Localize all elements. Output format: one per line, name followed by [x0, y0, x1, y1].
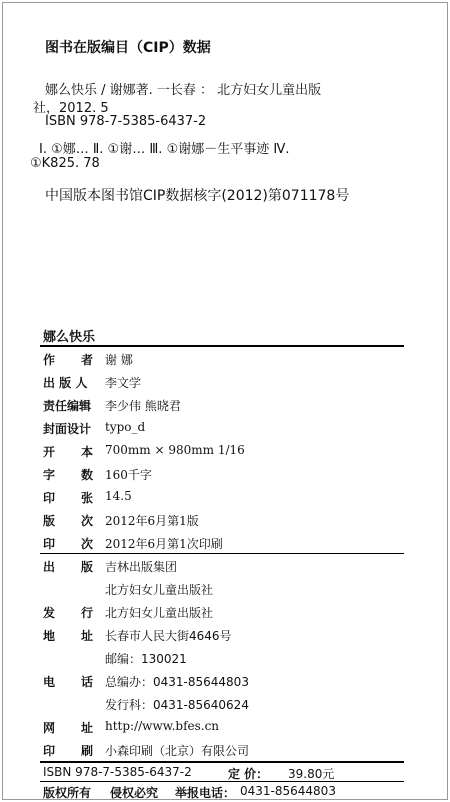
book-title: 娜么快乐: [43, 330, 96, 345]
cip-isbn: ISBN 978-7-5385-6437-2: [45, 114, 207, 129]
postcode-value: 邮编：130021: [105, 652, 187, 666]
rights-reserved: 版权所有: [43, 786, 92, 800]
cip-classification-line-2: ①K825. 78: [30, 156, 100, 171]
cip-title: 图书在版编目（CIP）数据: [45, 40, 211, 56]
section-rule: [40, 553, 404, 554]
credit-value-cover-design: typo_d: [105, 420, 146, 434]
credit-value-edition: 2012年6月第1版: [105, 514, 199, 528]
credit-value-printing: 2012年6月第1次印刷: [105, 537, 223, 551]
title-rule: [40, 345, 404, 347]
footer-isbn: ISBN 978-7-5385-6437-2: [43, 765, 192, 779]
cip-entry-line-2: 社，2012. 5: [33, 101, 109, 116]
credit-label-editors: 责任编辑: [43, 399, 92, 413]
hotline-label: 举报电话：: [175, 786, 236, 800]
price-value: 39.80元: [288, 767, 335, 781]
credit-value-editors: 李少伟 熊晓君: [105, 399, 181, 413]
credit-value-format: 700mm × 980mm 1/16: [105, 443, 245, 457]
distribution-value: 北方妇女儿童出版社: [105, 606, 214, 620]
credit-value-sheets: 14.5: [105, 489, 132, 503]
website-value: http://www.bfes.cn: [105, 719, 220, 733]
credit-value-word-count: 160千字: [105, 468, 152, 482]
publisher-house: 北方妇女儿童出版社: [105, 583, 214, 597]
footer-rule-top: [40, 761, 404, 763]
publisher-group: 吉林出版集团: [105, 560, 178, 574]
credit-value-author: 谢 娜: [105, 353, 133, 367]
piracy-notice: 侵权必究: [110, 786, 159, 800]
phone-distribution: 发行科：0431-85640624: [105, 698, 249, 712]
cip-data-number: 中国版本图书馆CIP数据核字(2012)第071178号: [45, 188, 350, 204]
phone-editorial: 总编办：0431-85644803: [105, 675, 249, 689]
cip-entry-line-1: 娜么快乐 / 谢娜著. 一长春 ： 北方妇女儿童出版: [45, 83, 322, 98]
credit-label-cover-design: 封面设计: [43, 422, 92, 436]
price-label: 定 价：: [228, 767, 269, 781]
address-value: 长春市人民大街4646号: [105, 629, 232, 643]
printer-value: 小森印刷（北京）有限公司: [105, 744, 250, 758]
credit-value-publisher-person: 李文学: [105, 376, 142, 390]
hotline-value: 0431-85644803: [240, 784, 336, 798]
footer-rule-bottom: [40, 781, 404, 782]
cip-classification-line-1: Ⅰ. ①娜… Ⅱ. ①谢… Ⅲ. ①谢娜－生平事迹 Ⅳ.: [39, 142, 290, 157]
credit-label-publisher-person: 出 版 人: [43, 376, 88, 390]
